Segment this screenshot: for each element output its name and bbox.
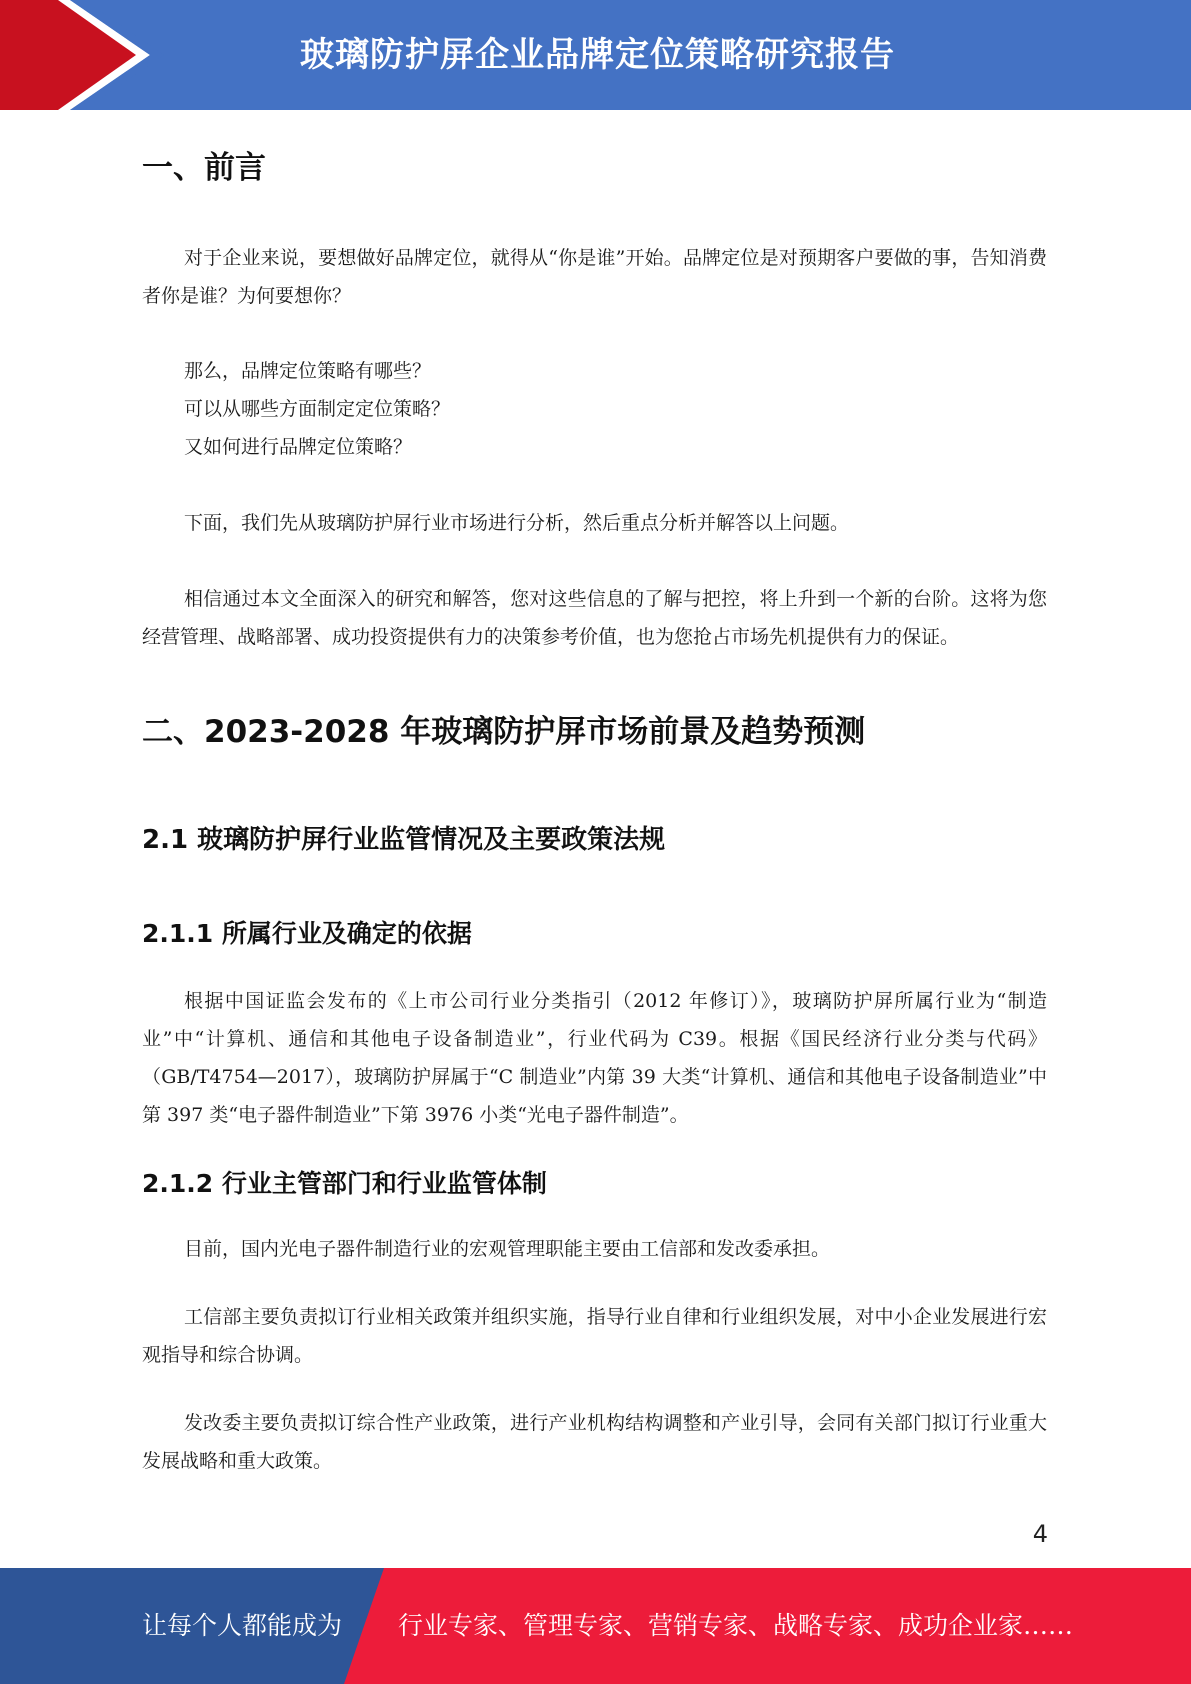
section-2-1-2-heading: 2.1.2 行业主管部门和行业监管体制	[142, 1169, 547, 1198]
section-2-heading: 二、2023-2028 年玻璃防护屏市场前景及趋势预测	[142, 714, 866, 750]
section-2-1-heading: 2.1 玻璃防护屏行业监管情况及主要政策法规	[142, 825, 666, 855]
question-item: 那么，品牌定位策略有哪些？	[184, 360, 432, 382]
paragraph: 下面，我们先从玻璃防护屏行业市场进行分析，然后重点分析并解答以上问题。	[184, 512, 850, 534]
section-2-1-1-heading: 2.1.1 所属行业及确定的依据	[142, 919, 472, 948]
page-footer	[0, 1568, 1191, 1684]
question-item: 又如何进行品牌定位策略？	[184, 436, 413, 458]
footer-slogan-left: 让每个人都能成为	[142, 1611, 343, 1640]
paragraph: 根据中国证监会发布的《上市公司行业分类指引（2012 年修订）》，玻璃防护屏所属行业为“制造业”中“计算机、通信和其他电子设备制造业”，行业代码为 C39。根据《国民经济行业分类与代码》（GB/T4754—2017），玻璃防护屏属于“C 制造业”内第 39 大类“计算机、通信和其他电子设备制造业”中第 397 类“电子器件制造业”下第 3976 小类“光电子器件制造”。	[142, 990, 1047, 1126]
paragraph: 对于企业来说，要想做好品牌定位，就得从“你是谁”开始。品牌定位是对预期客户要做的事，告知消费者你是谁？为何要想你？	[142, 247, 1047, 307]
paragraph: 目前，国内光电子器件制造行业的宏观管理职能主要由工信部和发改委承担。	[184, 1238, 831, 1260]
paragraph: 相信通过本文全面深入的研究和解答，您对这些信息的了解与把控，将上升到一个新的台阶。这将为您经营管理、战略部署、成功投资提供有力的决策参考价值，也为您抢占市场先机提供有力的保证。	[142, 588, 1047, 648]
footer-slogan-right: 行业专家、管理专家、营销专家、战略专家、成功企业家……	[398, 1611, 1074, 1640]
paragraph: 发改委主要负责拟订综合性产业政策，进行产业机构结构调整和产业引导，会同有关部门拟订行业重大发展战略和重大政策。	[142, 1412, 1047, 1472]
paragraph: 工信部主要负责拟订行业相关政策并组织实施，指导行业自律和行业组织发展，对中小企业发展进行宏观指导和综合协调。	[142, 1306, 1047, 1366]
main-content	[142, 130, 1047, 1480]
page-number: 4	[1032, 1520, 1048, 1548]
page-header	[0, 0, 1191, 110]
section-1-heading: 一、前言	[142, 150, 266, 186]
question-item: 可以从哪些方面制定定位策略？	[184, 398, 451, 420]
report-title: 玻璃防护屏企业品牌定位策略研究报告	[300, 35, 895, 75]
